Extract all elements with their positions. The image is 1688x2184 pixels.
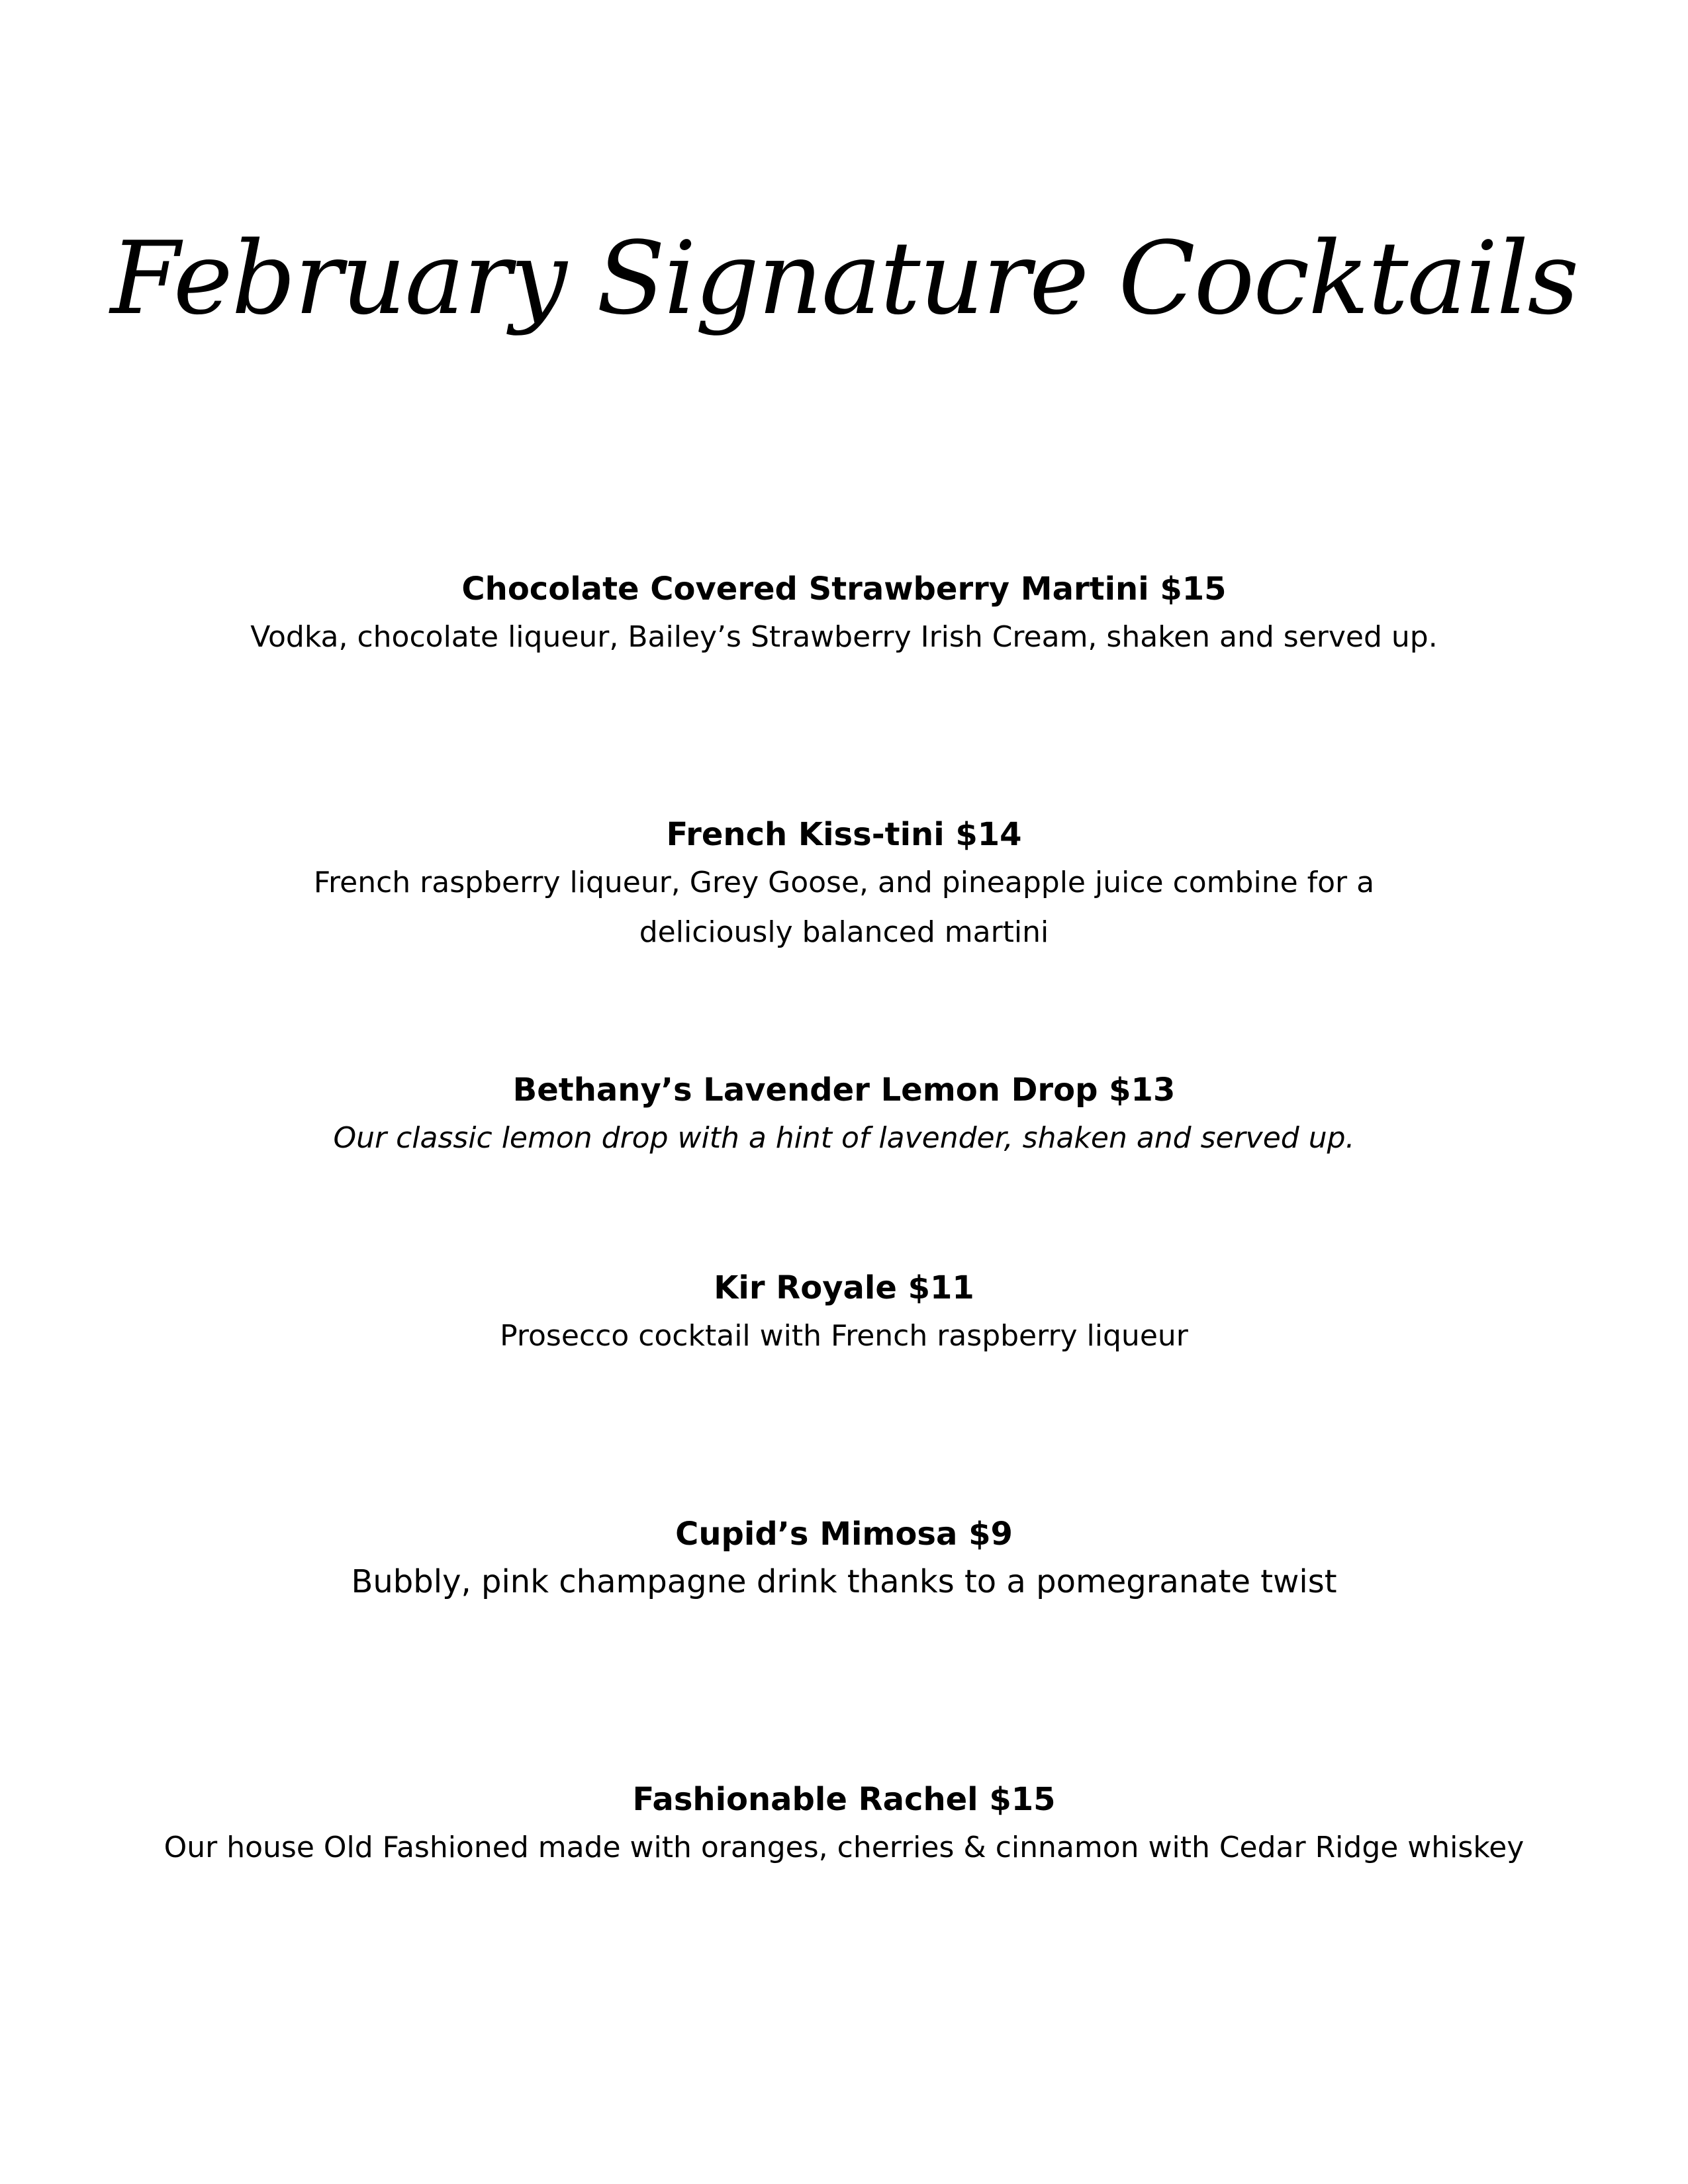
menu-item: [0, 1067, 1688, 1163]
menu-item-description: deliciously balanced martini: [639, 915, 1049, 949]
menu-item-description: Prosecco cocktail with French raspberry liqueur: [500, 1319, 1188, 1353]
menu-item-name: Cupid’s Mimosa $9: [675, 1516, 1013, 1553]
menu-item-name: Bethany’s Lavender Lemon Drop $13: [512, 1071, 1176, 1109]
menu-item-name: Kir Royale $11: [714, 1269, 974, 1306]
menu-item-description: Vodka, chocolate liqueur, Bailey’s Strawberry Irish Cream, shaken and served up.: [250, 620, 1438, 654]
menu-item: [0, 1265, 1688, 1361]
menu-item-name: Fashionable Rachel $15: [632, 1781, 1056, 1818]
menu-item-description: Our classic lemon drop with a hint of lavender, shaken and served up.: [333, 1121, 1355, 1155]
page-title: February Signature Cocktails: [110, 220, 1578, 337]
menu-item: [0, 1776, 1688, 1872]
menu-item-name: French Kiss-tini $14: [666, 816, 1022, 853]
menu-item: [0, 1511, 1688, 1607]
menu-item-description: Our house Old Fashioned made with oranges, cherries & cinnamon with Cedar Ridge whiskey: [164, 1831, 1524, 1864]
menu-item-description: French raspberry liqueur, Grey Goose, and pineapple juice combine for a: [313, 866, 1375, 899]
menu-item: [0, 566, 1688, 662]
menu-item: [0, 811, 1688, 957]
menu-item-description: Bubbly, pink champagne drink thanks to a pomegranate twist: [351, 1563, 1337, 1600]
menu-item-name: Chocolate Covered Strawberry Martini $15: [461, 570, 1227, 608]
